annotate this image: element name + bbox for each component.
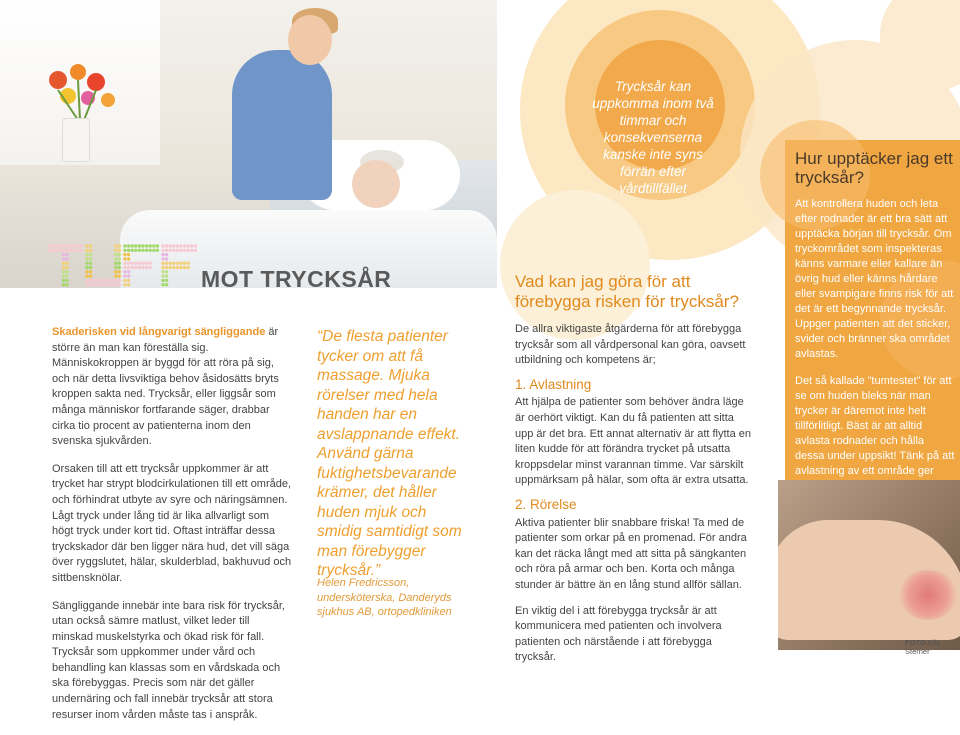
detection-heading: Hur upptäcker jag ett trycksår?	[795, 149, 953, 187]
tuff-logo	[47, 243, 197, 289]
quote-text: De flesta patienter tycker om att få massage. Mjuka rörelser med hela handen har en avslappnande effekt. Använd gärna fuktighetsbevarande krämer, det håller huden mjuk och smidig samtidigt som man förebygger trycksår.	[317, 328, 462, 579]
photo-credit-label: FOTO	[905, 638, 926, 647]
quote-credit: Helen Fredricsson, undersköterska, Danderyds sjukhus AB, ortopedkliniken	[317, 577, 452, 618]
photo-credit	[905, 638, 960, 656]
intro-lead: Skaderisken vid långvarigt sängliggande	[52, 326, 266, 338]
cause-paragraph: Orsaken till att ett trycksår uppkommer är att trycket har strypt blodcirkulationen till ett område, och förhindrat utbyte av syre och näringsämnen. Lågt tryck under lång tid är lika allvarligt som högt tryck under kort tid. Oftast inträffar dessa tryckskador där ben ligger nära hud, det vill säga över ryggslutet, hälar, skulderblad, bakhuvud och sittbensknölar.	[52, 462, 292, 584]
heel-photo	[778, 480, 960, 650]
risk-paragraph: Sängliggande innebär inte bara risk för trycksår, utan också sämre matlust, vilket leder till minskad muskelstyrka och ökad risk för fall. Trycksår som uppkommer under vård och behandling kan klassas som en vårdskada och ska förebyggas. Precis som när det gäller undernäring och fall innebär trycksår att stora resurser inom vården måste tas i anspråk.	[52, 599, 285, 721]
prevention-outro: En viktig del i att förebygga trycksår är att kommunicera med patienten och involvera patienten och närstående i att förebygga trycksår.	[515, 604, 722, 664]
detection-p2: Det så kallade ”tumtestet” för att se om huden bleks när man trycker är däremot inte helt tillförlitligt. Bäst är att alltid avlasta rodnader och hålla dessa under uppsikt! Tänk på att avlastning av ett område ger	[795, 375, 955, 477]
vase	[62, 118, 90, 162]
patient-head	[352, 160, 400, 208]
quote-close: ”	[374, 562, 381, 579]
section-2-title: 2. Rörelse	[515, 496, 577, 512]
section-2-text: Aktiva patienter blir snabbare friska! Ta med de patienter som orkar på en promenad. För andra kan det räcka långt med att sitta på sängkanten och röra på armar och ben. Korta och många stunder är bättre än en lång stund allför sällan.	[515, 516, 747, 591]
prevention-heading: Vad kan jag göra för att förebygga risken för trycksår?	[515, 272, 739, 311]
detection-p1: Att kontrollera huden och leta efter rodnader är ett bra sätt att upptäcka början till trycksår. Om tryckområdet som inspekteras känns varmare eller kallare än övrig hud eller känns hårdare eller svampigare finns risk för att det är ett begynnande trycksår. Uppger patienten att det sticker, svider och bränner ska området avlastas.	[795, 198, 954, 360]
logo-subtitle: MOT TRYCKSÅR	[201, 266, 392, 292]
prevention-intro: De allra viktigaste åtgärderna för att förebygga trycksår som all vårdpersonal kan göra, oavsett utbildning och kompetens är;	[515, 323, 746, 367]
prevention-column	[515, 272, 755, 670]
heel-redness	[898, 570, 958, 620]
section-1-title: 1. Avlastning	[515, 376, 592, 392]
intro-column	[52, 325, 292, 735]
intro-rest: är större än man kan föreställa sig. Människokroppen är byggd för att röra på sig, och när detta livsviktiga behov åsidosätts bryts kroppen sakta ned. Trycksår, eller liggsår som många människor fortfarande säger, drabbar cirka tio procent av patienterna inom den svenska sjukvården.	[52, 326, 279, 448]
callout-text: Trycksår kan uppkomma inom två timmar och konsekvenserna kanske inte syns förrän efter vårdtillfället	[592, 79, 714, 196]
pull-quote	[317, 327, 467, 581]
detection-column	[795, 149, 955, 506]
intro-paragraph	[52, 325, 292, 450]
section-1-text: Att hjälpa de patienter som behöver ändra läge är oerhört viktigt. Kan du få patienten att sitta upp är det bra. Ett annat alternativ är att flytta en liten kudde för att förändra trycket på utsatta kroppsdelar minst varannan timme. Var särskilt uppmärksam på hälar, som ofta är extra utsatta.	[515, 396, 752, 487]
nurse-head	[288, 15, 332, 65]
photo-credit-name: Eila Sterner	[905, 638, 941, 656]
quote-open: “	[317, 328, 323, 345]
nurse	[232, 50, 332, 200]
